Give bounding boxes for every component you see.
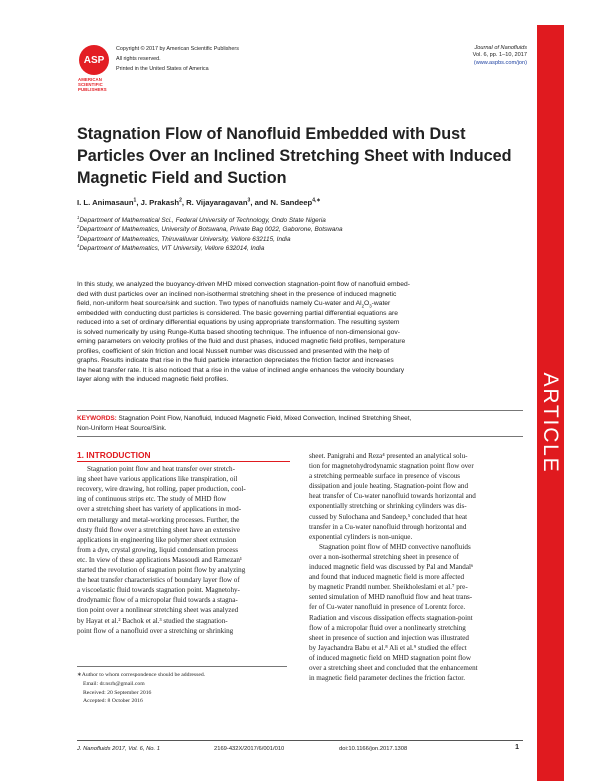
body-text-line: a viscoelastic fluid towards stagnation point. Magnetohy-: [77, 586, 240, 595]
abstract-line: field, non-uniform heat source/sink and suction. Two types of nanofluids namely Cu-water and $Al_2O_3$-water: [77, 300, 391, 309]
author-name: R. Vijayaragavan: [186, 198, 248, 207]
body-text-line: induced magnetic field was discussed by Pal and Mandal⁶: [309, 563, 474, 572]
journal-info: [473, 45, 527, 67]
author-name: N. Sandeep: [270, 198, 313, 207]
abstract-line: reduced into a set of ordinary differential equations by using appropriate transformation. The resulting system: [77, 319, 400, 327]
section-rule: [77, 461, 290, 462]
footer-issn: 2169-432X/2017/6/001/010: [214, 746, 285, 752]
body-text-line: exponential cylinders is non-unique.: [309, 532, 413, 541]
footer-doi[interactable]: doi:10.1166/jon.2017.1308: [339, 746, 408, 752]
keywords-bottom-rule: [77, 436, 523, 437]
asp-logo-mark: ASP: [79, 45, 109, 75]
journal-name: Journal of Nanofluids: [474, 45, 527, 51]
abstract-line: layer along with the induced magnetic field profiles.: [77, 376, 229, 384]
body-text-line: and found that induced magnetic field is more affected: [309, 573, 465, 582]
body-text-line: from a dye, crystal growing, liquid condensation process: [77, 545, 238, 554]
article-tab-label: ARTICLE: [539, 372, 562, 474]
body-text-line: cussed by Sulochana and Sandeep,⁵ concluded that heat: [309, 512, 468, 521]
abstract-line: ded with dust particles over an inclined non-isothermal stretching sheet in the presence of induced magnetic: [77, 290, 397, 298]
abstract: [77, 280, 523, 385]
keywords-block: [77, 410, 523, 437]
author-name: J. Prakash: [140, 198, 180, 207]
footnote-rule: [77, 666, 287, 667]
publisher-info: [116, 45, 239, 74]
body-text-line: ern metallurgy and metal-working processes. Further, the: [77, 515, 240, 524]
body-text-line: ing sheet have various applications like transpiration, oil: [77, 475, 238, 484]
body-text-line: by Jayachandra Babu et al.⁸ Ali et al.⁹ studied the effect: [309, 643, 467, 652]
keywords-text: Stagnation Point Flow, Nanofluid, Induced Magnetic Field, Mixed Convection, Inclined Stretching Sheet,: [118, 415, 412, 422]
received-date: Received: 20 September 2016: [83, 689, 152, 696]
affiliation-item: $^1$Department of Mathematical Sci., Federal University of Technology, Ondo State Nigeria: [77, 214, 326, 224]
intro-left-text: [77, 464, 290, 636]
abstract-line: In this study, we analyzed the buoyancy-driven MHD mixed convection stagnation-point flow of nanofluid embed-: [77, 281, 410, 288]
abstract-line: is solved numerically by using Runge-Kutta based shooting technique. The influence of non-dimensional gov-: [77, 328, 400, 336]
body-text-line: recovery, wire drawing, hot rolling, paper production, cool-: [77, 485, 246, 494]
accepted-date: Accepted: 8 October 2016: [83, 698, 143, 705]
body-text-line: sented simulation of MHD nanofluid flow and heat trans-: [309, 593, 473, 602]
section-heading: 1. INTRODUCTION: [77, 450, 151, 460]
corresponding-author-note: ∗Author to whom correspondence should be addressed.: [77, 672, 206, 678]
body-column-left: [77, 450, 290, 636]
journal-volume: Vol. 6, pp. 1–10, 2017: [472, 52, 527, 59]
copyright-line: Copyright © 2017 by American Scientific Publishers: [116, 46, 239, 52]
body-text-line: etc. In view of these applications Massoudi and Ramezan¹: [77, 555, 243, 564]
body-text-line: by Hayat et al.² Bachok et al.³ studied the stagnation-: [77, 616, 228, 625]
printed-line: Printed in the United States of America: [116, 65, 209, 72]
intro-right-text: [309, 451, 522, 683]
body-text-line: over a stretching sheet has variety of applications in mod-: [77, 505, 242, 514]
author-email[interactable]: Email: dr.nsrh@gmail.com: [83, 680, 145, 687]
body-text-line: transfer in a Cu-water nanofluid through horizontal and: [309, 522, 467, 531]
body-text-line: started the revolution of stagnation point flow by analyzing: [77, 566, 246, 575]
abstract-line: the heat transfer rate. It is also noticed that a rise in the value of inclined angle enhances the velocity boundary: [77, 366, 405, 374]
body-text-line: in magnetic field parameter declines the friction factor.: [309, 674, 465, 683]
article-title: Stagnation Flow of Nanofluid Embedded with Dust Particles Over an Inclined Stretching Sheet with Induced Magnetic Field and Suction: [77, 125, 512, 187]
body-text-line: a stretching permeable surface in presence of viscous: [309, 472, 461, 481]
abstract-line: erning parameters on velocity profiles of the fluid and dust phases, induced magnetic field profiles, temperature: [77, 338, 406, 346]
body-text-line: applications in engineering like polymer sheet extrusion: [77, 535, 237, 544]
page-number: 1: [515, 744, 519, 751]
body-text-line: Stagnation point flow and heat transfer over stretch-: [87, 465, 235, 474]
body-text-line: Stagnation point flow of MHD convective nanofluids: [319, 542, 471, 551]
page-footer: [77, 740, 523, 752]
body-column-right: [309, 451, 522, 683]
body-text-line: tion for magnetohydrodynamic stagnation point flow over: [309, 462, 474, 471]
abstract-line: profiles, coefficient of skin friction and local Nusselt number was discussed and presented with the help of: [77, 347, 390, 355]
body-text-line: dusty fluid flow over a stretching sheet have an extensive: [77, 525, 240, 534]
body-text-line: exponentially stretching or shrinking cylinders was dis-: [309, 502, 467, 511]
affiliation-item: $^4$Department of Mathematics, VIT University, Vellore 632014, India: [77, 243, 265, 253]
affiliations: [77, 216, 343, 254]
author-name: I. L. Animasaun: [77, 198, 134, 207]
abstract-line: embedded with conducting dust particles is considered. The basic governing partial differential equations are: [77, 309, 398, 317]
publisher-logo: [78, 45, 110, 92]
body-text-line: heat transfer of Cu-water nanofluid towards horizontal and: [309, 492, 476, 501]
body-text-line: over a non-isothermal stretching sheet in presence of: [309, 552, 459, 561]
footer-journal: J. Nanofluids 2017, Vol. 6, No. 1: [77, 746, 160, 752]
keywords-text: Non-Uniform Heat Source/Sink.: [77, 424, 167, 432]
body-text-line: flow of a micropolar fluid over a nonlinearly stretching: [309, 623, 466, 632]
correspondence-footnote: [77, 666, 290, 706]
body-text-line: point flow of a nanofluid over a stretching or shrinking: [77, 626, 234, 635]
keywords-label: KEYWORDS:: [77, 415, 117, 422]
body-text-line: of induced magnetic field on MHD stagnation point flow: [309, 653, 471, 662]
body-text-line: Radiation and viscous dissipation effects stagnation-point: [309, 613, 473, 622]
journal-url-link[interactable]: (www.aspbs.com/jon): [473, 59, 527, 66]
body-text-line: drodynamic flow of a micropolar fluid towards a stagna-: [77, 596, 238, 605]
affiliation-item: $^3$Department of Mathematics, Thiruvalluvar University, Vellore 632115, India: [77, 233, 291, 243]
body-text-line: dissipation and joule heating. Stagnation-point flow and: [309, 482, 468, 491]
body-text-line: sheet. Panigrahi and Reza⁴ presented an analytical solu-: [309, 452, 468, 460]
body-text-line: over a stretching sheet and concluded that the enhancement: [309, 663, 478, 672]
publisher-logo-text: AMERICAN SCIENTIFIC PUBLISHERS: [78, 77, 107, 92]
author-list: I. L. Animasaun$^1$, J. Prakash$^2$, R. Vijayaragavan$^3$, and N. Sandeep$^{4,∗}$: [77, 197, 321, 207]
body-text-line: by magnetic Prandtl number. Sheikholeslami et al.⁷ pre-: [309, 583, 468, 592]
body-text-line: ing of continuous strips etc. The study of MHD flow: [77, 495, 227, 504]
keywords-top-rule: [77, 410, 523, 411]
body-text-line: tion point over a nonlinear stretching sheet was analyzed: [77, 606, 239, 615]
abstract-line: graphs. Results indicate that rise in the fluid particle interaction depreciates the friction factor and increases: [77, 357, 394, 365]
affiliation-item: $^2$Department of Mathematics, University of Botswana, Private Bag 0022, Gaborone, Botswana: [77, 224, 343, 234]
body-text-line: fer of Cu-water nanofluid in presence of Lorentz force.: [309, 603, 466, 612]
body-text-line: sheet in presence of suction and injection was illustrated: [309, 633, 469, 642]
rights-line: All rights reserved.: [116, 55, 161, 62]
body-text-line: the heat transfer characteristics of boundary layer flow of: [77, 576, 240, 585]
